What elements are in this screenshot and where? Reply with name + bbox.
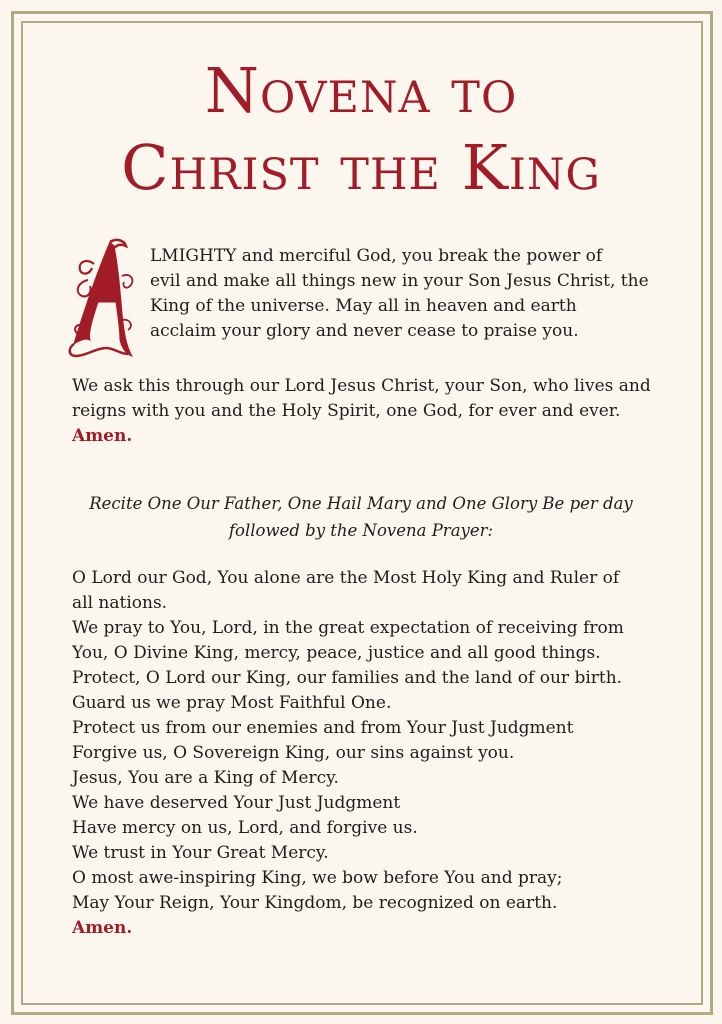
- prayer-line: We trust in Your Great Mercy.: [72, 843, 329, 863]
- prayer-amen: Amen.: [72, 918, 133, 938]
- intro-line: acclaim your glory and never cease to praise you.: [150, 321, 579, 341]
- closing-paragraph: [72, 374, 682, 449]
- intro-paragraph: [150, 244, 670, 344]
- closing-amen: Amen.: [72, 426, 133, 446]
- closing-line: reigns with you and the Holy Spirit, one God, for ever and ever.: [72, 401, 621, 421]
- prayer-line: You, O Divine King, mercy, peace, justice and all good things.: [72, 643, 601, 663]
- instruction-line: Recite One Our Father, One Hail Mary and One Glory Be per day: [89, 494, 633, 513]
- prayer-line: Protect us from our enemies and from Your Just Judgment: [72, 718, 574, 738]
- closing-line: We ask this through our Lord Jesus Christ, your Son, who lives and: [72, 376, 651, 396]
- prayer-line: all nations.: [72, 593, 168, 613]
- prayer-line: We have deserved Your Just Judgment: [72, 793, 401, 813]
- prayer-line: We pray to You, Lord, in the great expectation of receiving from: [72, 618, 624, 638]
- intro-line: LMIGHTY and merciful God, you break the power of: [150, 246, 603, 266]
- prayer-line: Guard us we pray Most Faithful One.: [72, 693, 392, 713]
- intro-line: King of the universe. May all in heaven and earth: [150, 296, 577, 316]
- prayer-line: Protect, O Lord our King, our families and the land of our birth.: [72, 668, 623, 688]
- instruction-line: followed by the Novena Prayer:: [228, 521, 494, 540]
- prayer-line: Forgive us, O Sovereign King, our sins against you.: [72, 743, 515, 763]
- prayer-line: Jesus, You are a King of Mercy.: [72, 768, 339, 788]
- prayer-line: O Lord our God, You alone are the Most Holy King and Ruler of: [72, 568, 620, 588]
- novena-prayer: [72, 566, 692, 941]
- prayer-line: Have mercy on us, Lord, and forgive us.: [72, 818, 418, 838]
- ornate-drop-cap-a-icon: [64, 236, 140, 360]
- intro-line: evil and make all things new in your Son Jesus Christ, the: [150, 271, 649, 291]
- prayer-line: O most awe-inspiring King, we bow before You and pray;: [72, 868, 563, 888]
- title-line-1: Novena to: [204, 54, 518, 127]
- title-line-2: Christ the King: [121, 131, 601, 204]
- novena-instruction: [40, 490, 682, 544]
- prayer-line: May Your Reign, Your Kingdom, be recognized on earth.: [72, 893, 558, 913]
